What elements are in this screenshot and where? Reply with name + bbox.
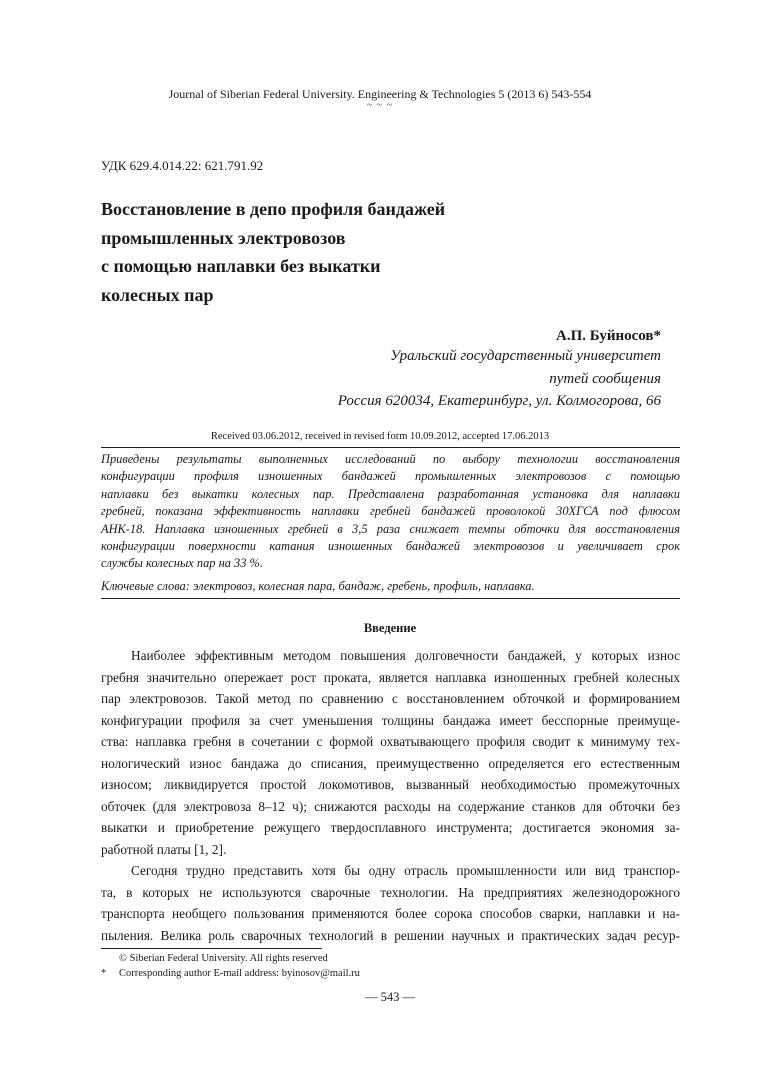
body-line: работной платы [1, 2]. <box>101 841 227 857</box>
abstract-line: Приведены результаты выполненных исследований по выбору технологии восстановления <box>101 452 680 466</box>
affiliation-line: Уральский государственный университет <box>390 348 661 364</box>
body-line: выкатки и приобретение режущего твердосплавного инструмента; достигается экономия за- <box>101 820 680 835</box>
title-line: колесных пар <box>101 284 214 305</box>
footnote-rule <box>101 948 322 949</box>
body-line: та, в которых не используются сварочные технологии. На предприятиях железнодорожного <box>101 884 680 900</box>
abstract-line: наплавки без выкатки колесных пар. Представлена разработанная установка для наплавки <box>101 486 680 501</box>
abstract-line: конфигурации поверхности катания изношенных бандажей электровозов и увеличивает срок <box>101 539 680 554</box>
body-line: гребня значительно опережает рост проката, является наплавка изношенных гребней колесных <box>101 669 680 685</box>
keywords: Ключевые слова: электровоз, колесная пара, бандаж, гребень, профиль, наплавка. <box>101 579 535 593</box>
received-dates: Received 03.06.2012, received in revised form 10.09.2012, accepted 17.06.2013 <box>210 431 550 442</box>
copyright-footnote: © Siberian Federal University. All rights reserved <box>119 953 328 964</box>
abstract-line: гребней, показана эффективность наплавки гребней бандажей проволокой 30ХГСА под флюсом <box>101 504 680 519</box>
title-line: с помощью наплавки без выкатки <box>101 256 381 276</box>
corresponding-email: Corresponding author E-mail address: byinosov@mail.ru <box>119 968 360 979</box>
corresponding-footnote <box>101 966 680 981</box>
title-line: Восстановление в депо профиля бандажей <box>101 199 446 219</box>
body-line: обточек (для электровоза 8–12 ч); снижаются расходы на содержание станков для обточки без <box>101 798 680 814</box>
body-line: конфигурации профиля за счет уменьшения толщины бандажа имеет бесспорные преимуще- <box>101 712 680 728</box>
body-line: пыления. Велика роль сварочных технологий в решении научных и практических задач ресур- <box>101 927 680 943</box>
header-ornament: ~ ~ ~ <box>366 100 394 111</box>
body-line: Сегодня трудно представить хотя бы одну отрасль промышленности или вид транспор- <box>131 863 680 878</box>
abstract-line: службы колесных пар на 33 %. <box>101 556 263 571</box>
footnotes <box>101 951 680 981</box>
abstract-top-rule <box>101 447 680 448</box>
abstract-bottom-rule <box>101 598 680 599</box>
author-name: А.П. Буйносов* <box>556 328 661 344</box>
abstract-line: конфигурации профиля изношенных бандажей промышленных электровозов с помощью <box>101 469 680 484</box>
body-line: транспорта необщего пользования применяются более сорока способов сварки, наплавки и на- <box>101 906 680 921</box>
article-title <box>101 195 661 309</box>
title-line: промышленных электровозов <box>101 227 346 248</box>
body-line: пар электровозов. Такой метод по сравнению с восстановлением обточкой и формированием <box>101 691 680 706</box>
affiliation-line: Россия 620034, Екатеринбург, ул. Колмогорова, 66 <box>337 393 661 409</box>
body-line: ства: наплавка гребня в сочетании с формой охватывающего профиля сводит к минимуму тех- <box>101 734 680 749</box>
affiliation-line: путей сообщения <box>549 370 661 387</box>
body-text <box>101 645 680 946</box>
author-affiliation <box>161 345 661 413</box>
journal-header: Journal of Siberian Federal University. Engineering & Technologies 5 (2013 6) 543-554 <box>168 87 592 101</box>
body-line: Наиболее эффективным методом повышения долговечности бандажей, у которых износ <box>131 648 680 663</box>
body-line: нологический износ бандажа до списания, преимущественно определяется его естественным <box>101 755 680 771</box>
footnote-asterisk: * <box>101 968 107 979</box>
body-line: износом; ликвидируется простой локомотивов, вызванный необходимостью промежуточных <box>101 777 680 792</box>
section-title: Введение <box>363 621 417 635</box>
page-number: — 543 — <box>365 990 415 1004</box>
udc-code: УДК 629.4.014.22: 621.791.92 <box>101 158 264 173</box>
abstract-line: АНК-18. Наплавка изношенных гребней в 3,5 раза снижает темпы обточки для восстановления <box>101 521 680 536</box>
abstract <box>101 451 680 573</box>
